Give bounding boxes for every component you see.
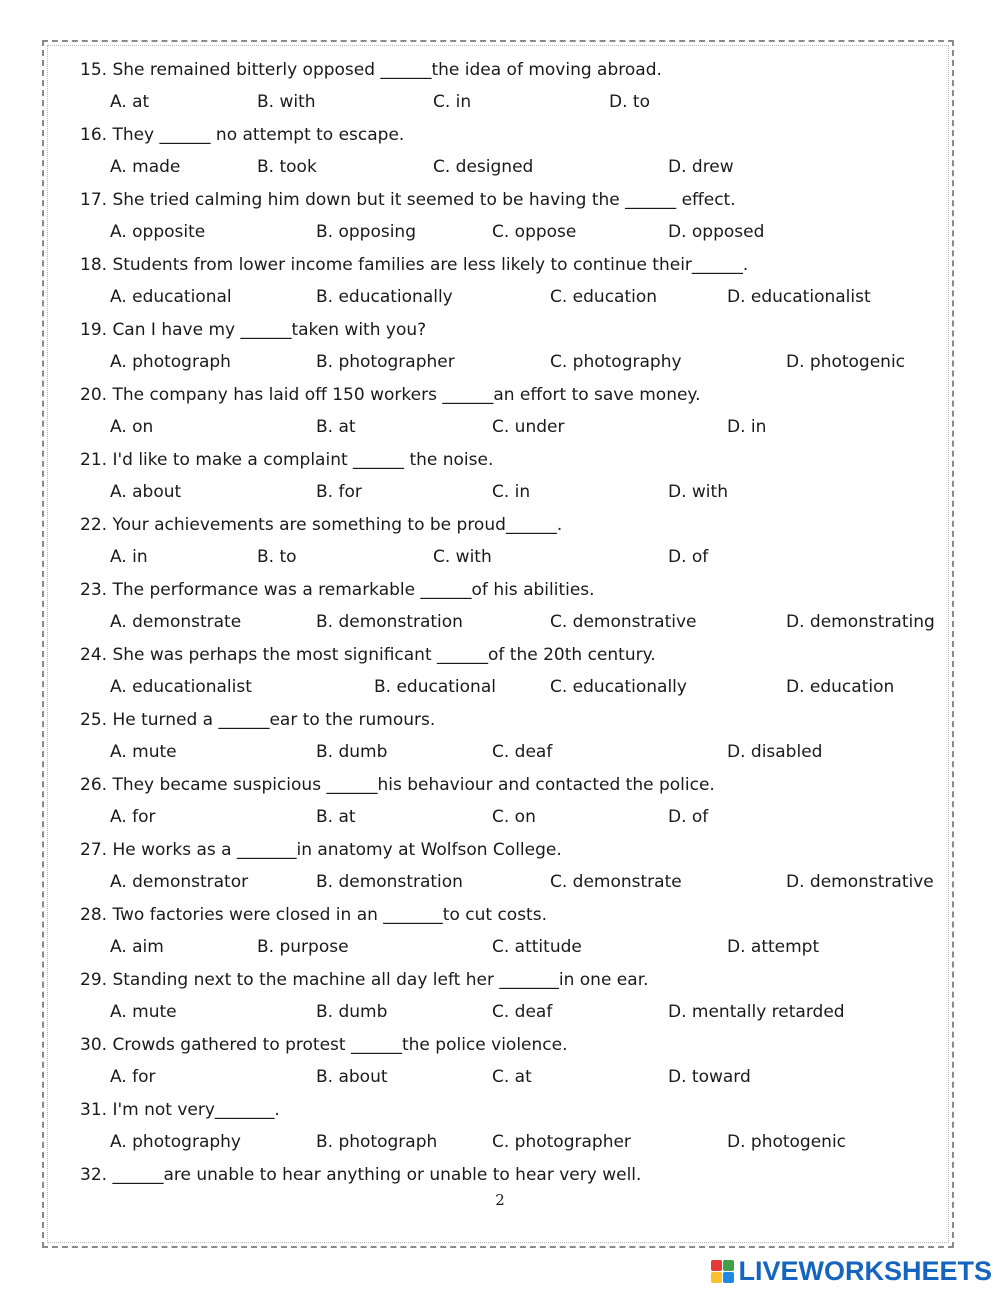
- answer-option[interactable]: D. disabled: [727, 742, 823, 762]
- answer-option[interactable]: D. opposed: [668, 222, 765, 242]
- answer-options: [0, 937, 1000, 957]
- answer-option[interactable]: B. photograph: [316, 1132, 438, 1152]
- question-stem: 17. She tried calming him down but it seemed to be having the ______ effect.: [80, 190, 736, 210]
- answer-options: [0, 612, 1000, 632]
- answer-option[interactable]: D. photogenic: [786, 352, 906, 372]
- answer-options: [0, 742, 1000, 762]
- answer-option[interactable]: A. made: [110, 157, 181, 177]
- answer-option[interactable]: C. under: [492, 417, 565, 437]
- answer-option[interactable]: C. demonstrate: [550, 872, 682, 892]
- answer-options: [0, 92, 1000, 112]
- answer-option[interactable]: A. about: [110, 482, 182, 502]
- question-stem: 26. They became suspicious ______his behaviour and contacted the police.: [80, 775, 715, 795]
- answer-option[interactable]: A. in: [110, 547, 148, 567]
- answer-option[interactable]: B. demonstration: [316, 612, 463, 632]
- answer-option[interactable]: A. mute: [110, 1002, 177, 1022]
- answer-option[interactable]: A. educationalist: [110, 677, 252, 697]
- answer-options: [0, 482, 1000, 502]
- answer-option[interactable]: A. aim: [110, 937, 164, 957]
- answer-option[interactable]: C. deaf: [492, 1002, 553, 1022]
- answer-options: [0, 872, 1000, 892]
- answer-option[interactable]: A. for: [110, 1067, 156, 1087]
- answer-options: [0, 222, 1000, 242]
- answer-option[interactable]: D. photogenic: [727, 1132, 847, 1152]
- answer-option[interactable]: C. with: [433, 547, 492, 567]
- answer-option[interactable]: C. educationally: [550, 677, 687, 697]
- answer-option[interactable]: B. took: [257, 157, 317, 177]
- answer-option[interactable]: C. oppose: [492, 222, 577, 242]
- answer-option[interactable]: D. educationalist: [727, 287, 871, 307]
- answer-option[interactable]: B. dumb: [316, 742, 388, 762]
- liveworksheets-logo-icon: [711, 1260, 734, 1283]
- answer-option[interactable]: C. designed: [433, 157, 534, 177]
- answer-option[interactable]: D. demonstrating: [786, 612, 935, 632]
- answer-option[interactable]: D. attempt: [727, 937, 820, 957]
- answer-option[interactable]: C. photography: [550, 352, 682, 372]
- question-stem: 21. I'd like to make a complaint ______ the noise.: [80, 450, 494, 470]
- answer-option[interactable]: D. in: [727, 417, 767, 437]
- answer-option[interactable]: C. demonstrative: [550, 612, 697, 632]
- answer-options: [0, 157, 1000, 177]
- answer-option[interactable]: C. education: [550, 287, 658, 307]
- question-stem: 23. The performance was a remarkable ______of his abilities.: [80, 580, 595, 600]
- answer-options: [0, 352, 1000, 372]
- answer-option[interactable]: A. educational: [110, 287, 232, 307]
- answer-option[interactable]: A. demonstrator: [110, 872, 249, 892]
- answer-options: [0, 1132, 1000, 1152]
- answer-option[interactable]: A. photography: [110, 1132, 241, 1152]
- answer-options: [0, 547, 1000, 567]
- answer-option[interactable]: B. about: [316, 1067, 388, 1087]
- answer-option[interactable]: D. demonstrative: [786, 872, 934, 892]
- answer-options: [0, 677, 1000, 697]
- answer-option[interactable]: C. at: [492, 1067, 532, 1087]
- answer-option[interactable]: C. in: [492, 482, 531, 502]
- answer-option[interactable]: B. opposing: [316, 222, 416, 242]
- answer-option[interactable]: B. educational: [374, 677, 496, 697]
- question-stem: 29. Standing next to the machine all day left her _______in one ear.: [80, 970, 649, 990]
- question-stem: 24. She was perhaps the most significant ______of the 20th century.: [80, 645, 656, 665]
- answer-option[interactable]: D. of: [668, 547, 709, 567]
- question-stem: 19. Can I have my ______taken with you?: [80, 320, 427, 340]
- answer-options: [0, 1067, 1000, 1087]
- question-stem: 15. She remained bitterly opposed ______the idea of moving abroad.: [80, 60, 662, 80]
- answer-option[interactable]: D. mentally retarded: [668, 1002, 845, 1022]
- liveworksheets-brand[interactable]: [711, 1256, 992, 1286]
- answer-option[interactable]: D. drew: [668, 157, 734, 177]
- question-stem: 20. The company has laid off 150 workers ______an effort to save money.: [80, 385, 701, 405]
- answer-option[interactable]: C. photographer: [492, 1132, 631, 1152]
- answer-options: [0, 417, 1000, 437]
- answer-option[interactable]: D. of: [668, 807, 709, 827]
- question-stem: 28. Two factories were closed in an _______to cut costs.: [80, 905, 547, 925]
- answer-option[interactable]: D. education: [786, 677, 895, 697]
- question-stem: 30. Crowds gathered to protest ______the police violence.: [80, 1035, 568, 1055]
- question-stem: 31. I'm not very_______.: [80, 1100, 280, 1120]
- answer-options: [0, 807, 1000, 827]
- answer-option[interactable]: A. for: [110, 807, 156, 827]
- answer-option[interactable]: B. with: [257, 92, 316, 112]
- answer-option[interactable]: A. opposite: [110, 222, 206, 242]
- answer-option[interactable]: B. to: [257, 547, 297, 567]
- question-stem: 22. Your achievements are something to be proud______.: [80, 515, 563, 535]
- answer-option[interactable]: A. on: [110, 417, 154, 437]
- answer-option[interactable]: A. mute: [110, 742, 177, 762]
- answer-options: [0, 287, 1000, 307]
- answer-option[interactable]: B. for: [316, 482, 362, 502]
- answer-option[interactable]: C. deaf: [492, 742, 553, 762]
- answer-option[interactable]: B. educationally: [316, 287, 453, 307]
- answer-options: [0, 1002, 1000, 1022]
- answer-option[interactable]: B. dumb: [316, 1002, 388, 1022]
- question-stem: 27. He works as a _______in anatomy at Wolfson College.: [80, 840, 562, 860]
- answer-option[interactable]: D. to: [609, 92, 650, 112]
- answer-option[interactable]: C. on: [492, 807, 536, 827]
- answer-option[interactable]: A. photograph: [110, 352, 231, 372]
- answer-option[interactable]: D. with: [668, 482, 728, 502]
- question-stem: 25. He turned a ______ear to the rumours.: [80, 710, 436, 730]
- answer-option[interactable]: B. photographer: [316, 352, 455, 372]
- answer-option[interactable]: B. purpose: [257, 937, 349, 957]
- answer-option[interactable]: A. demonstrate: [110, 612, 242, 632]
- question-stem: 16. They ______ no attempt to escape.: [80, 125, 405, 145]
- page-number: 2: [495, 1191, 505, 1209]
- question-stem: 18. Students from lower income families are less likely to continue their______.: [80, 255, 749, 275]
- answer-option[interactable]: B. at: [316, 417, 356, 437]
- question-stem: 32. ______are unable to hear anything or unable to hear very well.: [80, 1165, 642, 1185]
- answer-option[interactable]: A. at: [110, 92, 150, 112]
- answer-option[interactable]: C. attitude: [492, 937, 582, 957]
- answer-option[interactable]: B. demonstration: [316, 872, 463, 892]
- answer-option[interactable]: B. at: [316, 807, 356, 827]
- answer-option[interactable]: D. toward: [668, 1067, 751, 1087]
- answer-option[interactable]: C. in: [433, 92, 472, 112]
- brand-name: LIVEWORKSHEETS: [738, 1256, 992, 1286]
